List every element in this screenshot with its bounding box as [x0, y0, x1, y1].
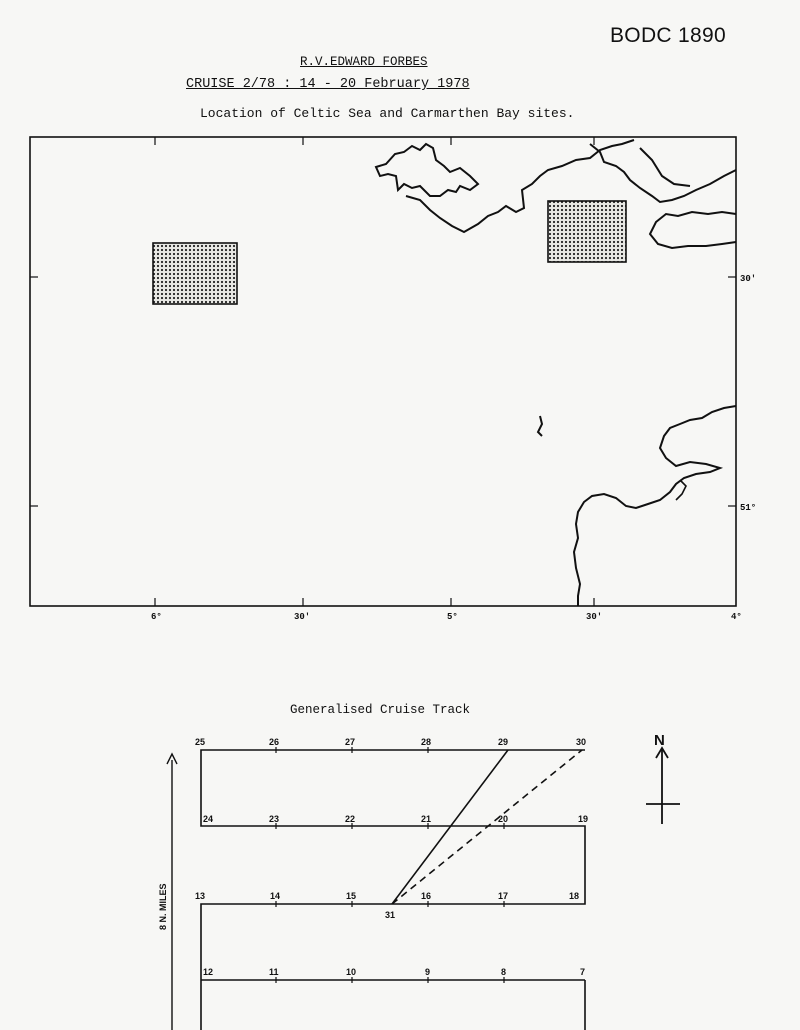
map-top-ticks	[155, 137, 594, 145]
coast-right-small	[640, 148, 690, 186]
station-14: 14	[270, 891, 281, 901]
lundy-island	[538, 416, 542, 436]
map-tick-4-30min: 30'	[586, 612, 603, 622]
station-7: 7	[580, 967, 586, 977]
track-diagonal-dashed	[392, 750, 582, 904]
station-24: 24	[203, 814, 214, 824]
cruise-info: CRUISE 2/78 : 14 - 20 February 1978	[186, 77, 470, 92]
station-16: 16	[421, 891, 432, 901]
station-17: 17	[498, 891, 509, 901]
station-31: 31	[385, 910, 396, 920]
station-19: 19	[578, 814, 589, 824]
bodc-reference: BODC 1890	[610, 24, 726, 47]
station-26: 26	[269, 737, 280, 747]
celtic-sea-site	[153, 243, 237, 304]
map-side-ticks	[30, 277, 736, 506]
station-28: 28	[421, 737, 432, 747]
station-23: 23	[269, 814, 280, 824]
vessel-name: R.V.EDWARD FORBES	[300, 55, 428, 69]
north-devon-coastline	[650, 212, 736, 248]
map-subtitle: Location of Celtic Sea and Carmarthen Bay sites.	[200, 106, 575, 121]
station-15: 15	[346, 891, 357, 901]
map-tick-6deg: 6°	[151, 612, 162, 622]
map-frame	[30, 137, 736, 606]
carmarthen-bay-site	[548, 201, 626, 262]
north-arrow	[646, 748, 680, 824]
cruise-track	[158, 732, 680, 1030]
station-22: 22	[345, 814, 356, 824]
distance-axis	[167, 754, 177, 1030]
station-9: 9	[425, 967, 431, 977]
track-diagonal-solid	[392, 750, 508, 904]
north-label: N	[654, 732, 665, 749]
track-line	[201, 750, 585, 1030]
south-wales-coastline	[376, 144, 478, 196]
map-bottom-ticks	[155, 598, 594, 606]
station-30: 30	[576, 737, 587, 747]
distance-axis-label: 8 N. MILES	[158, 883, 168, 930]
station-ticks	[276, 747, 507, 983]
station-11: 11	[269, 967, 279, 977]
estuary-coastline	[590, 144, 736, 202]
map-tick-4deg: 4°	[731, 612, 742, 622]
map-tick-51deg: 51°	[740, 503, 757, 513]
station-10: 10	[346, 967, 357, 977]
location-map	[30, 137, 756, 622]
track-title: Generalised Cruise Track	[290, 703, 471, 717]
station-18: 18	[569, 891, 580, 901]
station-21: 21	[421, 814, 432, 824]
station-13: 13	[195, 891, 206, 901]
station-29: 29	[498, 737, 509, 747]
station-25: 25	[195, 737, 206, 747]
station-27: 27	[345, 737, 356, 747]
cornwall-devon-coastline	[574, 406, 736, 606]
station-12: 12	[203, 967, 214, 977]
map-tick-51-30min: 30'	[740, 274, 757, 284]
map-tick-5deg: 5°	[447, 612, 458, 622]
map-tick-5-30min: 30'	[294, 612, 311, 622]
station-20: 20	[498, 814, 509, 824]
station-8: 8	[501, 967, 507, 977]
